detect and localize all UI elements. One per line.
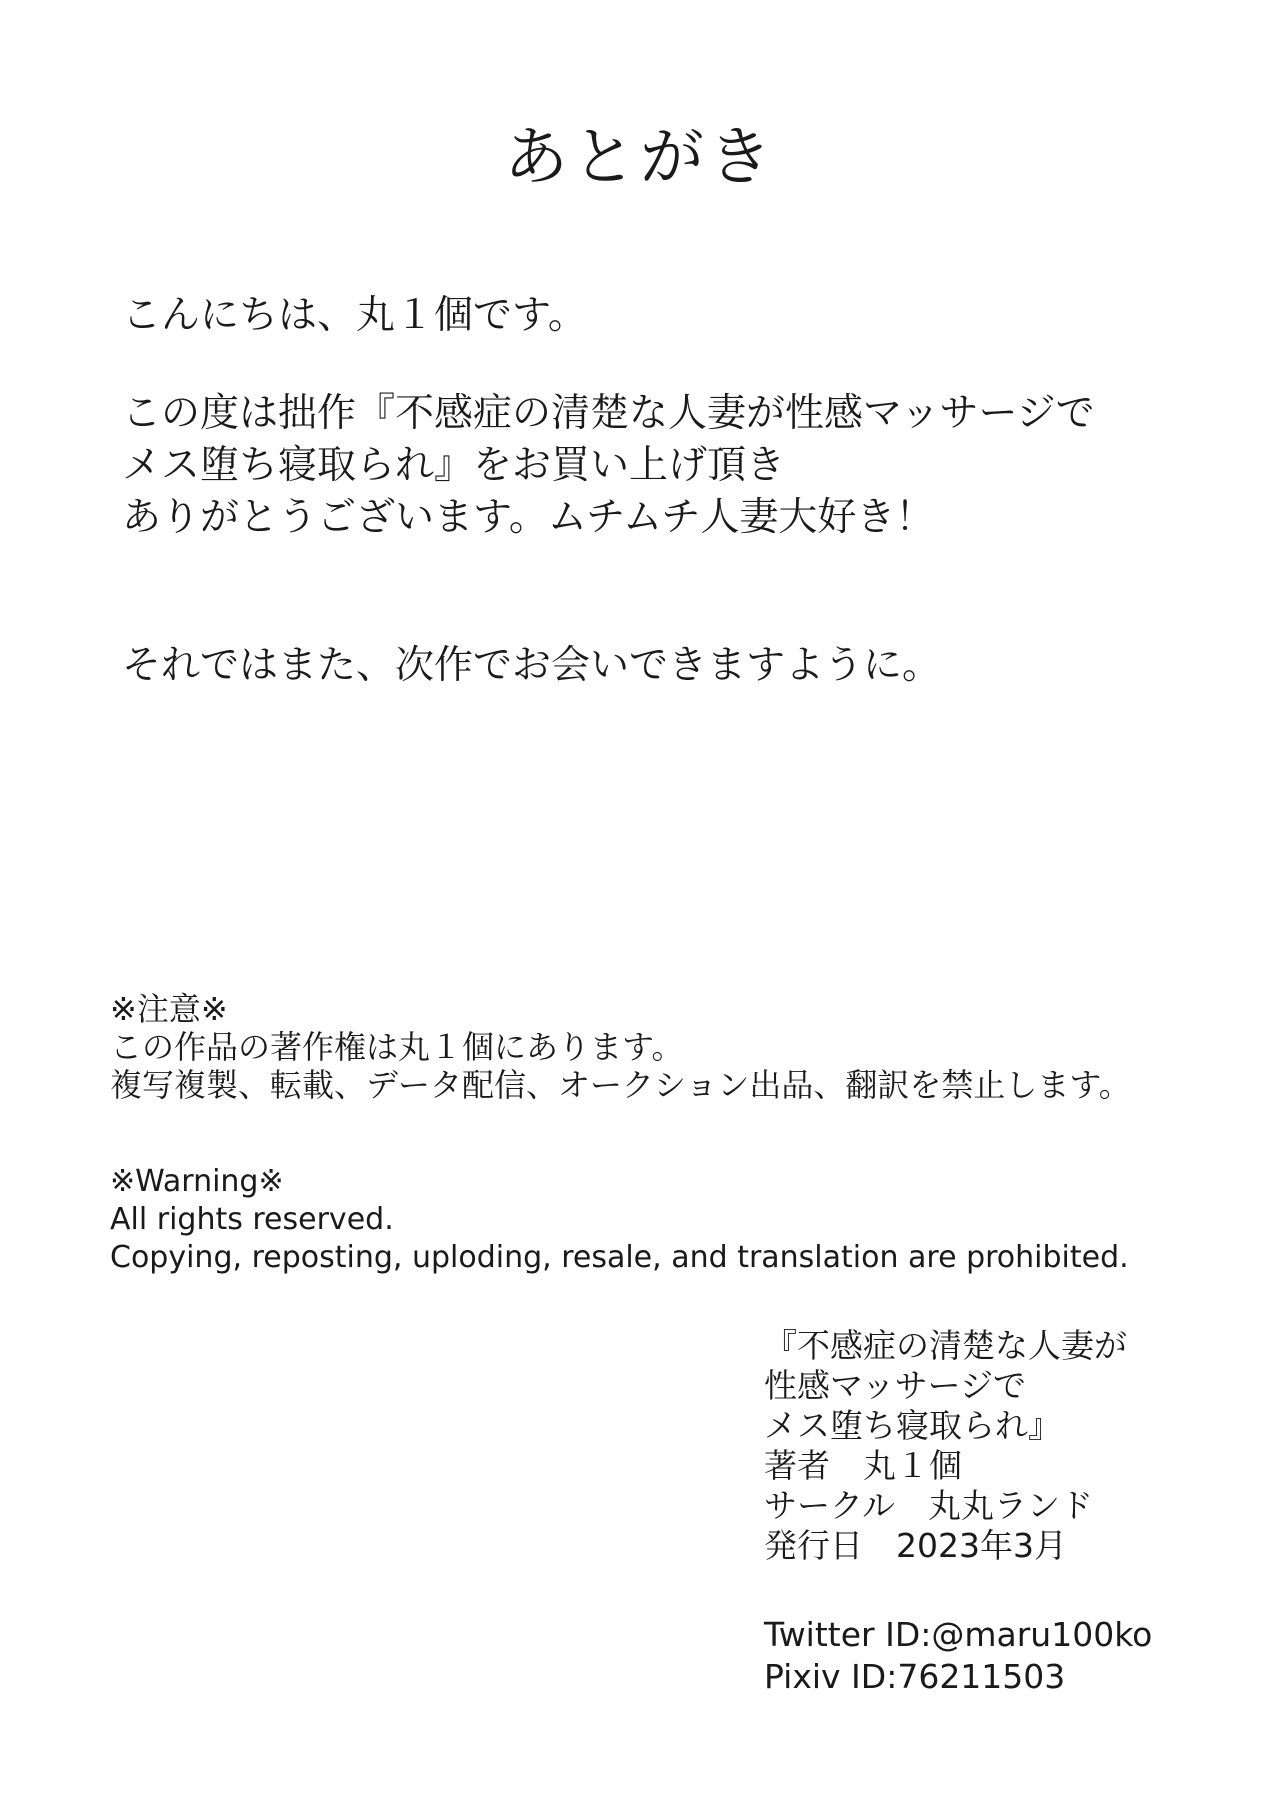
- author-line: 著者 丸１個: [764, 1446, 962, 1485]
- thanks-line: ありがとうございます。ムチムチ人妻大好き！: [122, 495, 935, 540]
- warning-block: [110, 1163, 1129, 1277]
- warning-heading: ※Warning※: [110, 1164, 284, 1199]
- thanks-line: この度は拙作『不感症の清楚な人妻が性感マッサージで: [122, 391, 1095, 436]
- work-title-line: 性感マッサージで: [764, 1366, 1027, 1405]
- warning-line: Copying, reposting, uploding, resale, and translation are prohibited.: [110, 1240, 1129, 1275]
- notice-line: この作品の著作権は丸１個にあります。: [110, 1028, 684, 1066]
- warning-line: All rights reserved.: [110, 1202, 394, 1237]
- notice-block: [110, 990, 1131, 1104]
- twitter-id: Twitter ID:@maru100ko: [764, 1615, 1153, 1654]
- notice-heading: ※注意※: [110, 990, 228, 1028]
- farewell-text: それではまた、次作でお会いできますように。: [122, 643, 942, 688]
- notice-line: 複写複製、転載、データ配信、オークション出品、翻訳を禁止します。: [110, 1066, 1131, 1104]
- publish-date-line: 発行日 2023年3月: [764, 1526, 1067, 1565]
- greeting-text: こんにちは、丸１個です。: [122, 293, 587, 338]
- social-ids-block: [764, 1614, 1152, 1698]
- colophon-block: [764, 1326, 1127, 1566]
- thanks-line: メス堕ち寝取られ』をお買い上げ頂き: [122, 443, 786, 488]
- circle-line: サークル 丸丸ランド: [764, 1486, 1094, 1525]
- pixiv-id: Pixiv ID:76211503: [764, 1657, 1066, 1696]
- work-title-line: 『不感症の清楚な人妻が: [764, 1326, 1127, 1365]
- work-title-line: メス堕ち寝取られ』: [764, 1406, 1061, 1445]
- page-title: あとがき: [504, 121, 776, 195]
- thanks-paragraph: [122, 388, 1095, 544]
